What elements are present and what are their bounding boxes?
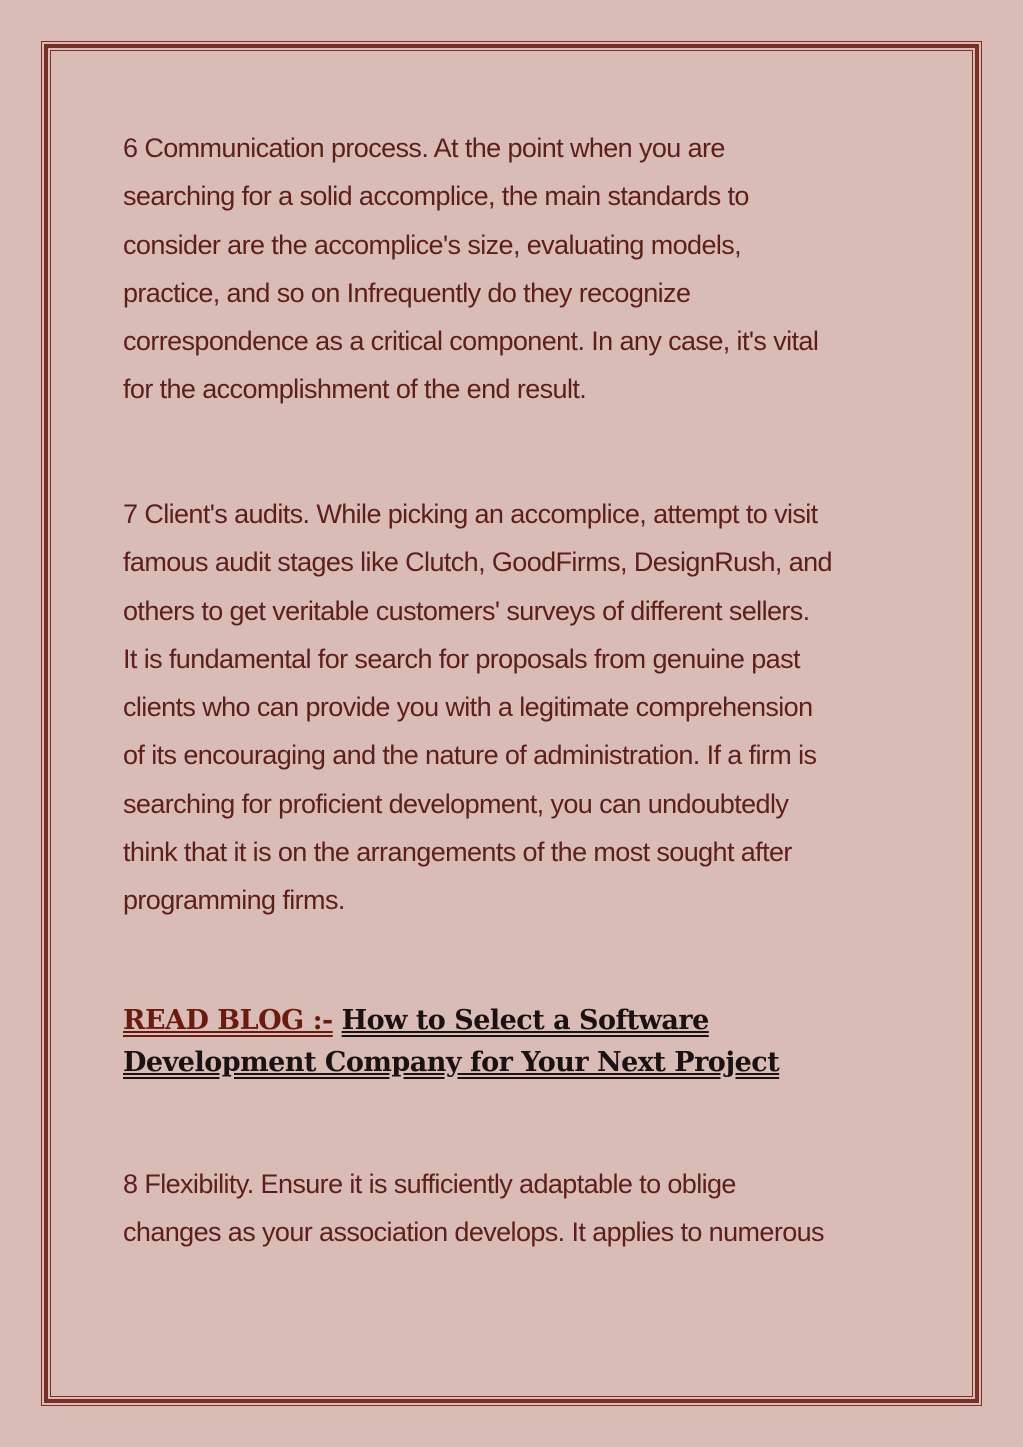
text-line: It is fundamental for search for proposals from genuine past — [123, 643, 800, 674]
text-line: programming firms. — [123, 885, 345, 916]
text-line: searching for a solid accomplice, the main standards to — [123, 181, 749, 212]
text-line: of its encouraging and the nature of administration. If a firm is — [123, 740, 817, 771]
read-blog-callout — [123, 1000, 823, 1084]
paragraph-client-audits — [123, 490, 832, 925]
read-blog-line-2 — [123, 1042, 823, 1084]
blog-link-part-1[interactable]: How to Select a Software — [341, 1005, 709, 1036]
text-line: consider are the accomplice's size, evaluating models, — [123, 229, 742, 260]
text-line: 6 Communication process. At the point when you are — [123, 133, 725, 163]
blog-link-part-2[interactable]: Development Company for Your Next Project — [123, 1047, 780, 1078]
text-line: correspondence as a critical component. In any case, it's vital — [123, 326, 819, 357]
text-line: searching for proficient development, you can undoubtedly — [123, 788, 789, 819]
text-line: think that it is on the arrangements of the most sought after — [123, 837, 792, 868]
text-line: for the accomplishment of the end result. — [123, 374, 587, 405]
text-line: clients who can provide you with a legitimate comprehension — [123, 692, 813, 723]
text-line: changes as your association develops. It applies to numerous — [123, 1217, 824, 1248]
text-line: 7 Client's audits. While picking an accomplice, attempt to visit — [123, 499, 818, 529]
paragraph-communication-process — [123, 124, 818, 414]
paragraph-flexibility — [123, 1160, 824, 1257]
text-line: others to get veritable customers' surveys of different sellers. — [123, 595, 810, 626]
text-line: famous audit stages like Clutch, GoodFirms, DesignRush, and — [123, 547, 832, 578]
read-blog-line-1 — [123, 1000, 823, 1042]
text-line: practice, and so on Infrequently do they recognize — [123, 277, 691, 308]
read-blog-label: READ BLOG :- — [123, 1005, 333, 1036]
text-line: 8 Flexibility. Ensure it is sufficiently adaptable to oblige — [123, 1169, 736, 1199]
